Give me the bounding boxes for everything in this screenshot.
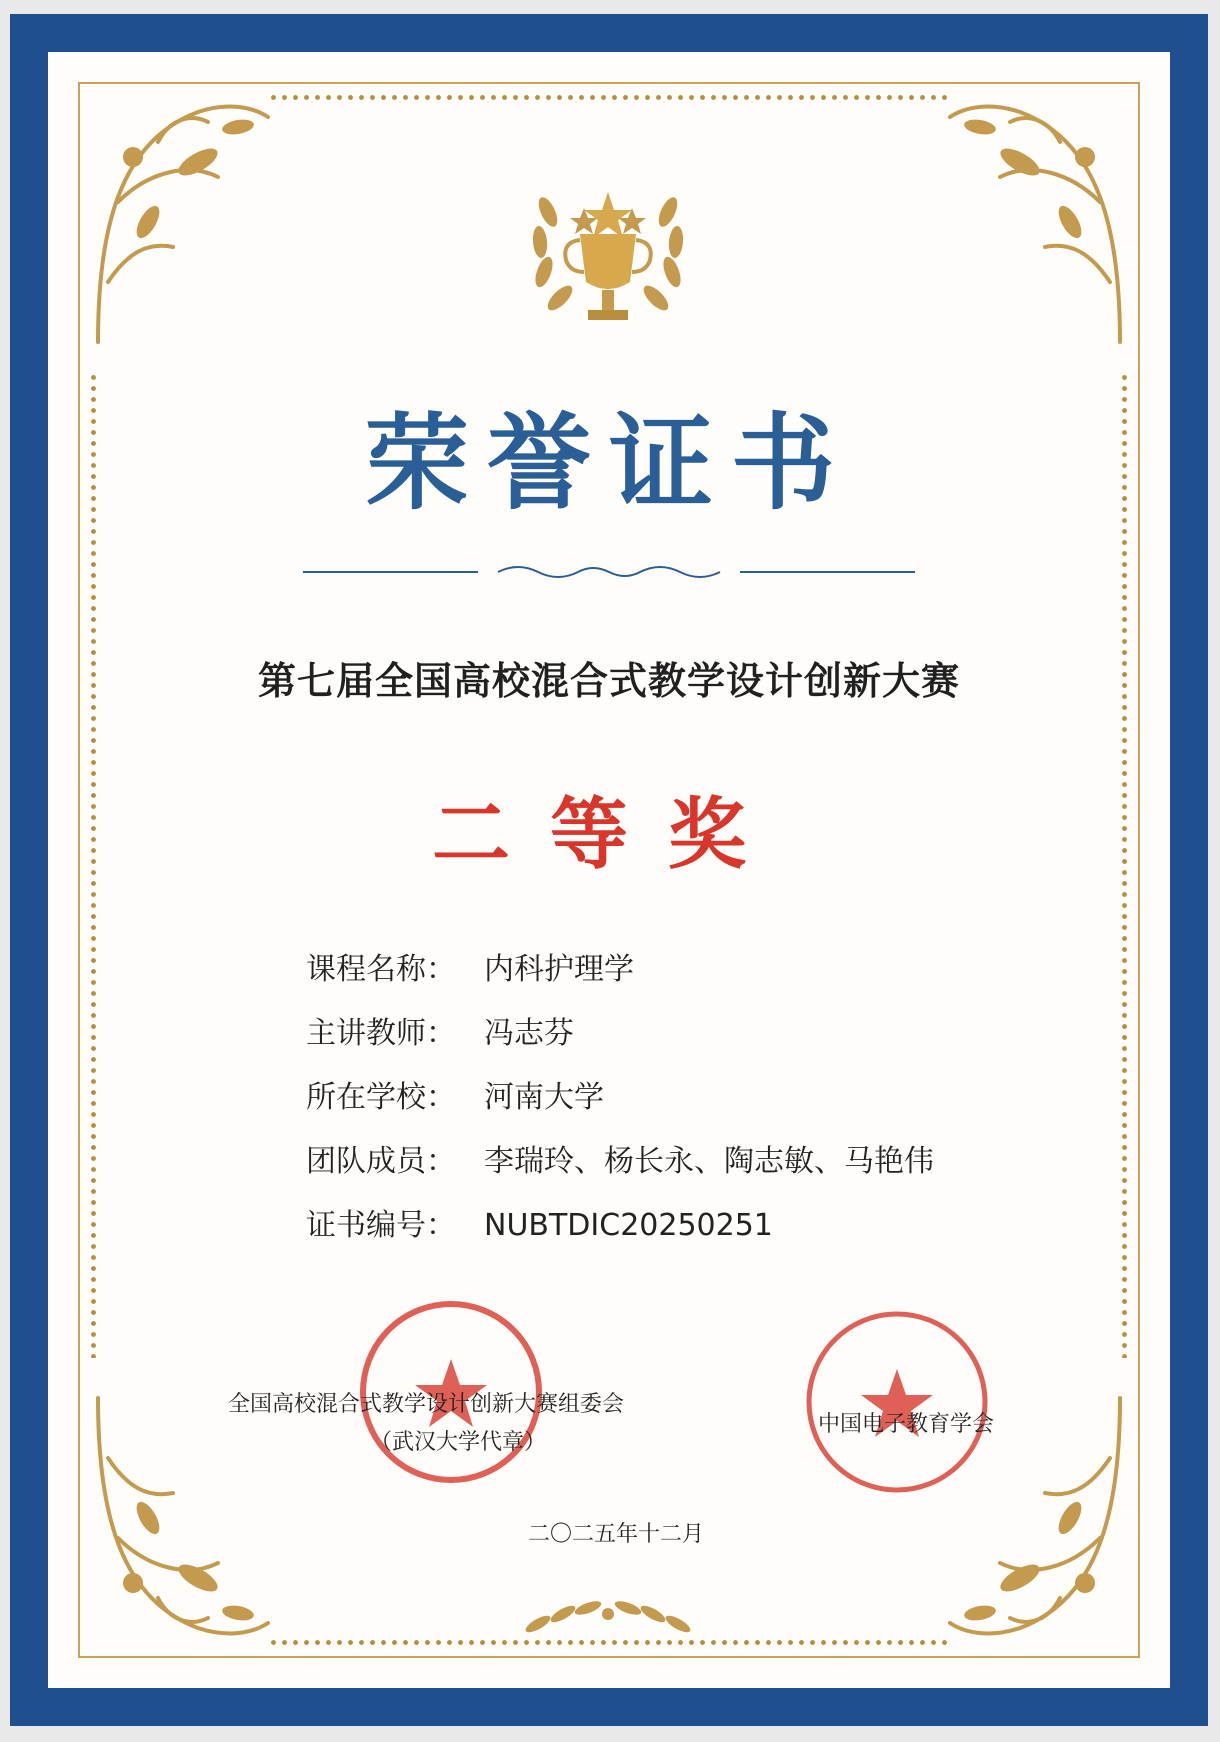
co-organizer-name: 中国电子教育学会 — [818, 1412, 995, 1437]
field-value: 李瑞玲、杨长永、陶志敏、马艳伟 — [484, 1144, 934, 1179]
dotted-band-top — [268, 92, 950, 103]
field-label: 证书编号： — [306, 1208, 456, 1243]
field-value: 内科护理学 — [484, 952, 634, 987]
issue-date: 二〇二五年十二月 — [528, 1522, 705, 1547]
field-value: 河南大学 — [484, 1080, 604, 1115]
certificate-paper — [48, 52, 1170, 1688]
organizer-name: 全国高校混合式教学设计创新大赛组委会 — [228, 1392, 625, 1417]
certificate-fields — [306, 944, 934, 1264]
field-label: 所在学校： — [306, 1080, 456, 1115]
field-school — [306, 1072, 934, 1136]
cie-society-seal — [800, 1307, 995, 1497]
organizer-note: （武汉大学代章） — [370, 1430, 547, 1455]
field-label: 课程名称： — [306, 952, 456, 987]
award-level: 二等奖 — [431, 789, 786, 880]
bottom-laurel-icon — [508, 1584, 708, 1644]
title-divider — [48, 562, 1170, 582]
field-teacher — [306, 1008, 934, 1072]
field-label: 团队成员： — [306, 1144, 456, 1179]
corner-ornament-bottom-left — [78, 1378, 278, 1658]
corner-ornament-top-left — [78, 82, 278, 362]
field-cert-number — [306, 1200, 934, 1264]
competition-name: 第七届全国高校混合式教学设计创新大赛 — [257, 659, 960, 703]
field-team — [306, 1136, 934, 1200]
field-label: 主讲教师： — [306, 1016, 456, 1051]
certificate-title: 荣誉证书 — [364, 401, 853, 524]
field-course — [306, 944, 934, 1008]
certificate-border — [10, 14, 1208, 1726]
trophy-laurel-icon — [518, 172, 698, 342]
field-value: 冯志芬 — [484, 1016, 574, 1051]
field-value: NUBTDIC20250251 — [484, 1208, 773, 1243]
corner-ornament-top-right — [940, 82, 1140, 362]
